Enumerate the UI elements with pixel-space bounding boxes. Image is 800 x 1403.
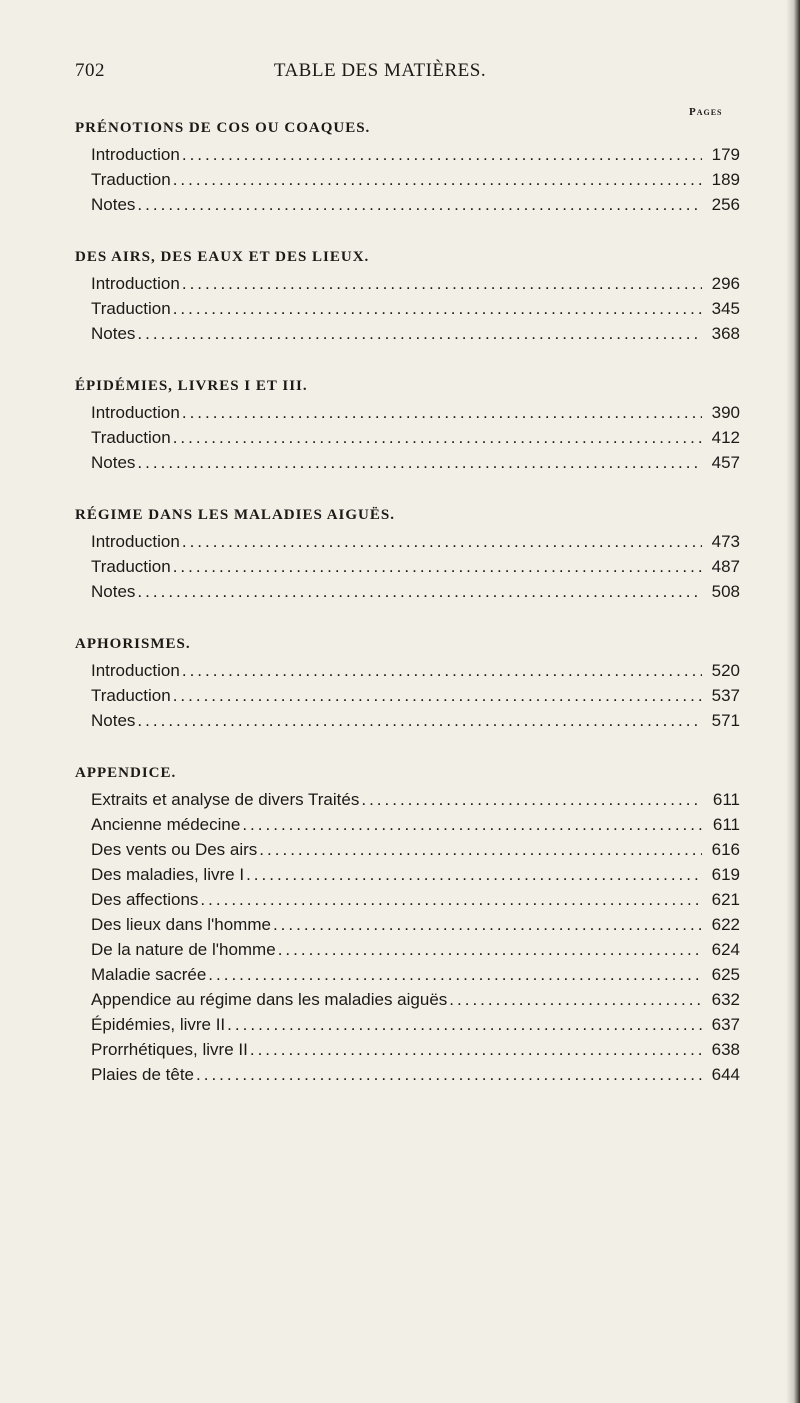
entry-label: Introduction <box>91 661 180 680</box>
toc-entry <box>75 450 740 475</box>
dot-leader <box>182 400 702 425</box>
toc-entry <box>75 987 740 1012</box>
toc-entry <box>75 962 740 987</box>
dot-leader <box>173 425 702 450</box>
toc-entry <box>75 271 740 296</box>
page-edge-shadow <box>786 0 800 1403</box>
entry-page-number: 624 <box>711 940 740 959</box>
entry-page-number: 345 <box>711 299 740 318</box>
dot-leader <box>246 862 702 887</box>
toc-entry <box>75 708 740 733</box>
dot-leader <box>449 987 702 1012</box>
dot-leader <box>250 1037 702 1062</box>
entry-label: Ancienne médecine <box>91 815 241 834</box>
entry-label: Des affections <box>91 890 199 909</box>
dot-leader <box>208 962 702 987</box>
entry-label: Plaies de tête <box>91 1065 195 1084</box>
toc-entry <box>75 296 740 321</box>
toc-entry <box>75 579 740 604</box>
dot-leader <box>173 683 702 708</box>
entry-page-number: 625 <box>711 965 740 984</box>
dot-leader <box>182 658 702 683</box>
dot-leader <box>259 837 702 862</box>
dot-leader <box>173 554 702 579</box>
table-of-contents <box>75 114 740 1087</box>
entry-label: Des maladies, livre I <box>91 865 245 884</box>
entry-page-number: 520 <box>711 661 740 680</box>
entry-label: Épidémies, livre II <box>91 1015 226 1034</box>
running-head <box>75 60 745 90</box>
running-title: TABLE DES MATIÈRES. <box>273 60 487 81</box>
toc-entry <box>75 192 740 217</box>
dot-leader <box>227 1012 702 1037</box>
entry-page-number: 179 <box>711 145 740 164</box>
dot-leader <box>196 1062 702 1087</box>
entry-label: Prorrhétiques, livre II <box>91 1040 248 1059</box>
section-title: RÉGIME DANS LES MALADIES AIGUËS. <box>75 507 395 523</box>
entry-page-number: 256 <box>711 195 740 214</box>
toc-entry <box>75 142 740 167</box>
entry-page-number: 637 <box>711 1015 740 1034</box>
entry-label: Notes <box>91 711 136 730</box>
entry-label: De la nature de l'homme <box>91 940 276 959</box>
toc-section <box>75 759 740 1087</box>
entry-page-number: 368 <box>711 324 740 343</box>
section-title: DES AIRS, DES EAUX ET DES LIEUX. <box>75 249 370 265</box>
entry-label: Appendice au régime dans les maladies aiguës <box>91 990 448 1009</box>
toc-section <box>75 372 740 475</box>
entry-page-number: 473 <box>711 532 740 551</box>
toc-entry <box>75 887 740 912</box>
entry-page-number: 632 <box>711 990 740 1009</box>
entry-label: Traduction <box>91 170 171 189</box>
toc-entry <box>75 1062 740 1087</box>
dot-leader <box>173 167 702 192</box>
toc-section <box>75 501 740 604</box>
dot-leader <box>200 887 702 912</box>
toc-entry <box>75 425 740 450</box>
toc-section <box>75 114 740 217</box>
entry-page-number: 638 <box>711 1040 740 1059</box>
entry-page-number: 537 <box>711 686 740 705</box>
entry-label: Maladie sacrée <box>91 965 207 984</box>
section-title: APPENDICE. <box>75 765 177 781</box>
toc-entry <box>75 554 740 579</box>
toc-entry <box>75 787 740 812</box>
section-title: ÉPIDÉMIES, LIVRES I ET III. <box>75 378 308 394</box>
entry-page-number: 571 <box>711 711 740 730</box>
entry-page-number: 611 <box>712 815 740 834</box>
entry-label: Des lieux dans l'homme <box>91 915 271 934</box>
toc-entry <box>75 529 740 554</box>
toc-entry <box>75 1012 740 1037</box>
dot-leader <box>182 271 702 296</box>
entry-label: Notes <box>91 195 136 214</box>
entry-page-number: 487 <box>711 557 740 576</box>
entry-page-number: 611 <box>712 790 740 809</box>
dot-leader <box>137 321 702 346</box>
toc-entry <box>75 658 740 683</box>
entry-page-number: 390 <box>711 403 740 422</box>
dot-leader <box>182 529 702 554</box>
section-title: PRÉNOTIONS DE COS OU COAQUES. <box>75 120 371 136</box>
section-title: APHORISMES. <box>75 636 191 652</box>
entry-label: Introduction <box>91 274 180 293</box>
toc-section <box>75 630 740 733</box>
entry-page-number: 622 <box>711 915 740 934</box>
toc-entry <box>75 812 740 837</box>
entry-label: Notes <box>91 324 136 343</box>
toc-entry <box>75 683 740 708</box>
entry-page-number: 621 <box>711 890 740 909</box>
dot-leader <box>137 450 702 475</box>
pages-column-label: Pages <box>689 106 723 118</box>
entry-page-number: 619 <box>711 865 740 884</box>
entry-page-number: 296 <box>711 274 740 293</box>
toc-entry <box>75 1037 740 1062</box>
entry-page-number: 189 <box>711 170 740 189</box>
entry-label: Introduction <box>91 403 180 422</box>
dot-leader <box>278 937 702 962</box>
page-number: 702 <box>75 60 105 81</box>
toc-entry <box>75 400 740 425</box>
entry-label: Notes <box>91 453 136 472</box>
dot-leader <box>137 579 702 604</box>
dot-leader <box>361 787 702 812</box>
entry-page-number: 412 <box>711 428 740 447</box>
entry-label: Extraits et analyse de divers Traités <box>91 790 360 809</box>
toc-entry <box>75 167 740 192</box>
dot-leader <box>173 296 702 321</box>
entry-label: Des vents ou Des airs <box>91 840 258 859</box>
entry-label: Introduction <box>91 145 180 164</box>
dot-leader <box>273 912 702 937</box>
entry-label: Traduction <box>91 686 171 705</box>
entry-label: Traduction <box>91 557 171 576</box>
entry-page-number: 644 <box>711 1065 740 1084</box>
entry-label: Traduction <box>91 299 171 318</box>
entry-page-number: 616 <box>711 840 740 859</box>
toc-entry <box>75 862 740 887</box>
toc-entry <box>75 837 740 862</box>
toc-entry <box>75 937 740 962</box>
entry-page-number: 457 <box>711 453 740 472</box>
entry-label: Notes <box>91 582 136 601</box>
dot-leader <box>242 812 702 837</box>
toc-entry <box>75 321 740 346</box>
entry-page-number: 508 <box>711 582 740 601</box>
dot-leader <box>182 142 702 167</box>
entry-label: Introduction <box>91 532 180 551</box>
entry-label: Traduction <box>91 428 171 447</box>
toc-section <box>75 243 740 346</box>
toc-entry <box>75 912 740 937</box>
dot-leader <box>137 192 702 217</box>
dot-leader <box>137 708 702 733</box>
